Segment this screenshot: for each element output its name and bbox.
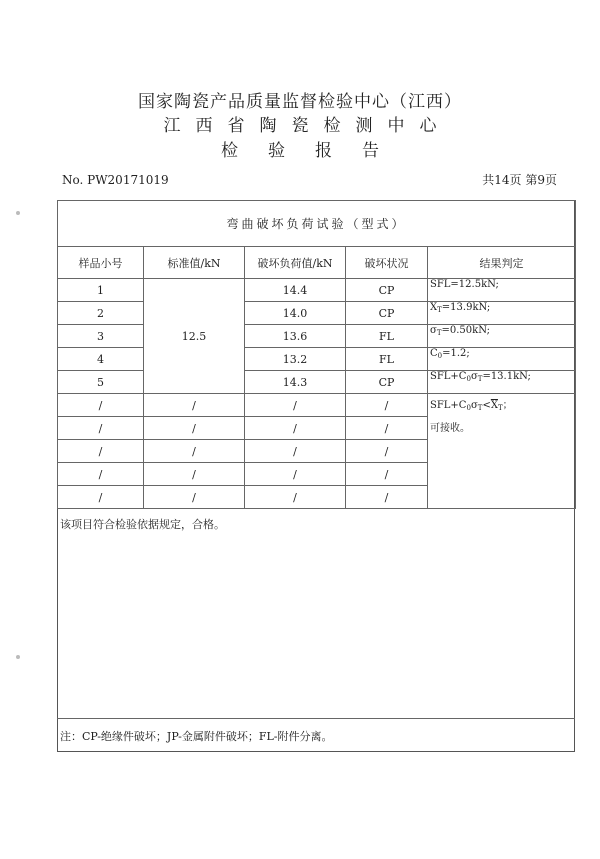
result-verdict (428, 394, 576, 509)
table-row (58, 302, 576, 325)
failure-load: 13.6 (245, 325, 346, 348)
sum-subscript: 0 (466, 375, 471, 383)
failure-load: 14.3 (245, 371, 346, 394)
mean-symbol: $\overline{X}$ (430, 302, 438, 313)
empty-cell: / (346, 417, 428, 440)
bending-test-table (57, 200, 576, 509)
column-header: 样品小号 (58, 247, 144, 279)
result-sigma (428, 325, 576, 348)
sum-sigma-subscript: T (477, 375, 483, 383)
empty-cell: / (58, 463, 144, 486)
empty-cell: / (58, 417, 144, 440)
column-header: 破坏状况 (346, 247, 428, 279)
sigma-value: =0.50kN; (441, 325, 490, 336)
empty-cell: / (245, 417, 346, 440)
column-header: 破坏负荷值/kN (245, 247, 346, 279)
result-c0 (428, 348, 576, 371)
empty-cell: / (346, 463, 428, 486)
conclusion-text: 该项目符合检验依据规定，合格。 (60, 518, 225, 531)
empty-cell: / (245, 486, 346, 509)
failure-load: 13.2 (245, 348, 346, 371)
empty-cell: / (144, 486, 245, 509)
compare-mean: $\overline{X}$ (490, 400, 498, 411)
c-value: =1.2; (442, 348, 470, 359)
footnote-text: 注：CP-绝缘件破坏；JP-金属附件破坏；FL-附件分离。 (60, 730, 333, 743)
sample-no: 5 (58, 371, 144, 394)
result-mean (428, 302, 576, 325)
footnote-divider (57, 718, 575, 719)
sum-value: =13.1kN; (482, 371, 531, 382)
table-row (58, 371, 576, 394)
sample-no: 1 (58, 279, 144, 302)
sum-sigma: σ (470, 371, 478, 382)
standard-value: 12.5 (144, 279, 245, 394)
empty-cell: / (58, 440, 144, 463)
column-header: 标准值/kN (144, 247, 245, 279)
table-row (58, 348, 576, 371)
sum-text: SFL+C (430, 371, 467, 382)
empty-cell: / (346, 394, 428, 417)
center-subname: 江西省陶瓷检测中心 (163, 116, 452, 136)
empty-cell: / (144, 463, 245, 486)
compare-subscript: 0 (466, 404, 471, 412)
compare-mean-subscript: T (497, 404, 503, 412)
page-indicator: 共14页 第9页 (482, 173, 557, 187)
empty-cell: / (245, 440, 346, 463)
mean-value: =13.9kN; (441, 302, 491, 313)
report-number: No. PW20171019 (62, 173, 169, 187)
compare-text: SFL+C (430, 400, 467, 411)
table-row (58, 394, 576, 417)
result-accept: 可接收。 (430, 423, 470, 434)
empty-cell: / (346, 486, 428, 509)
report-title: 检验报告 (221, 141, 409, 161)
sample-no: 4 (58, 348, 144, 371)
failure-state: CP (346, 302, 428, 325)
failure-state: FL (346, 348, 428, 371)
sigma-symbol: σ (430, 325, 437, 336)
compare-sigma-subscript: T (477, 404, 483, 412)
table-row (58, 279, 576, 302)
punch-mark (16, 211, 20, 215)
empty-cell: / (346, 440, 428, 463)
sigma-subscript: T (436, 329, 442, 337)
result-compare (430, 394, 573, 417)
failure-state: CP (346, 279, 428, 302)
result-sum (428, 371, 576, 394)
empty-cell: / (58, 486, 144, 509)
failure-state: FL (346, 325, 428, 348)
mean-subscript: T (437, 306, 442, 314)
result-sfl: SFL=12.5kN; (428, 279, 576, 302)
punch-mark (16, 655, 20, 659)
empty-cell: / (58, 394, 144, 417)
test-title: 弯曲破坏负荷试验（型式） (58, 201, 576, 247)
c-symbol: C (430, 348, 438, 359)
column-header: 结果判定 (428, 247, 576, 279)
compare-sigma: σ (470, 400, 478, 411)
center-name: 国家陶瓷产品质量监督检验中心（江西） (138, 92, 462, 112)
c-subscript: 0 (437, 352, 443, 360)
compare-operator: < (482, 400, 491, 411)
empty-cell: / (144, 440, 245, 463)
empty-cell: / (245, 463, 346, 486)
sample-no: 3 (58, 325, 144, 348)
failure-load: 14.4 (245, 279, 346, 302)
empty-cell: / (245, 394, 346, 417)
empty-cell: / (144, 394, 245, 417)
failure-load: 14.0 (245, 302, 346, 325)
table-row (58, 325, 576, 348)
failure-state: CP (346, 371, 428, 394)
empty-cell: / (144, 417, 245, 440)
sample-no: 2 (58, 302, 144, 325)
compare-end: ； (502, 400, 513, 411)
